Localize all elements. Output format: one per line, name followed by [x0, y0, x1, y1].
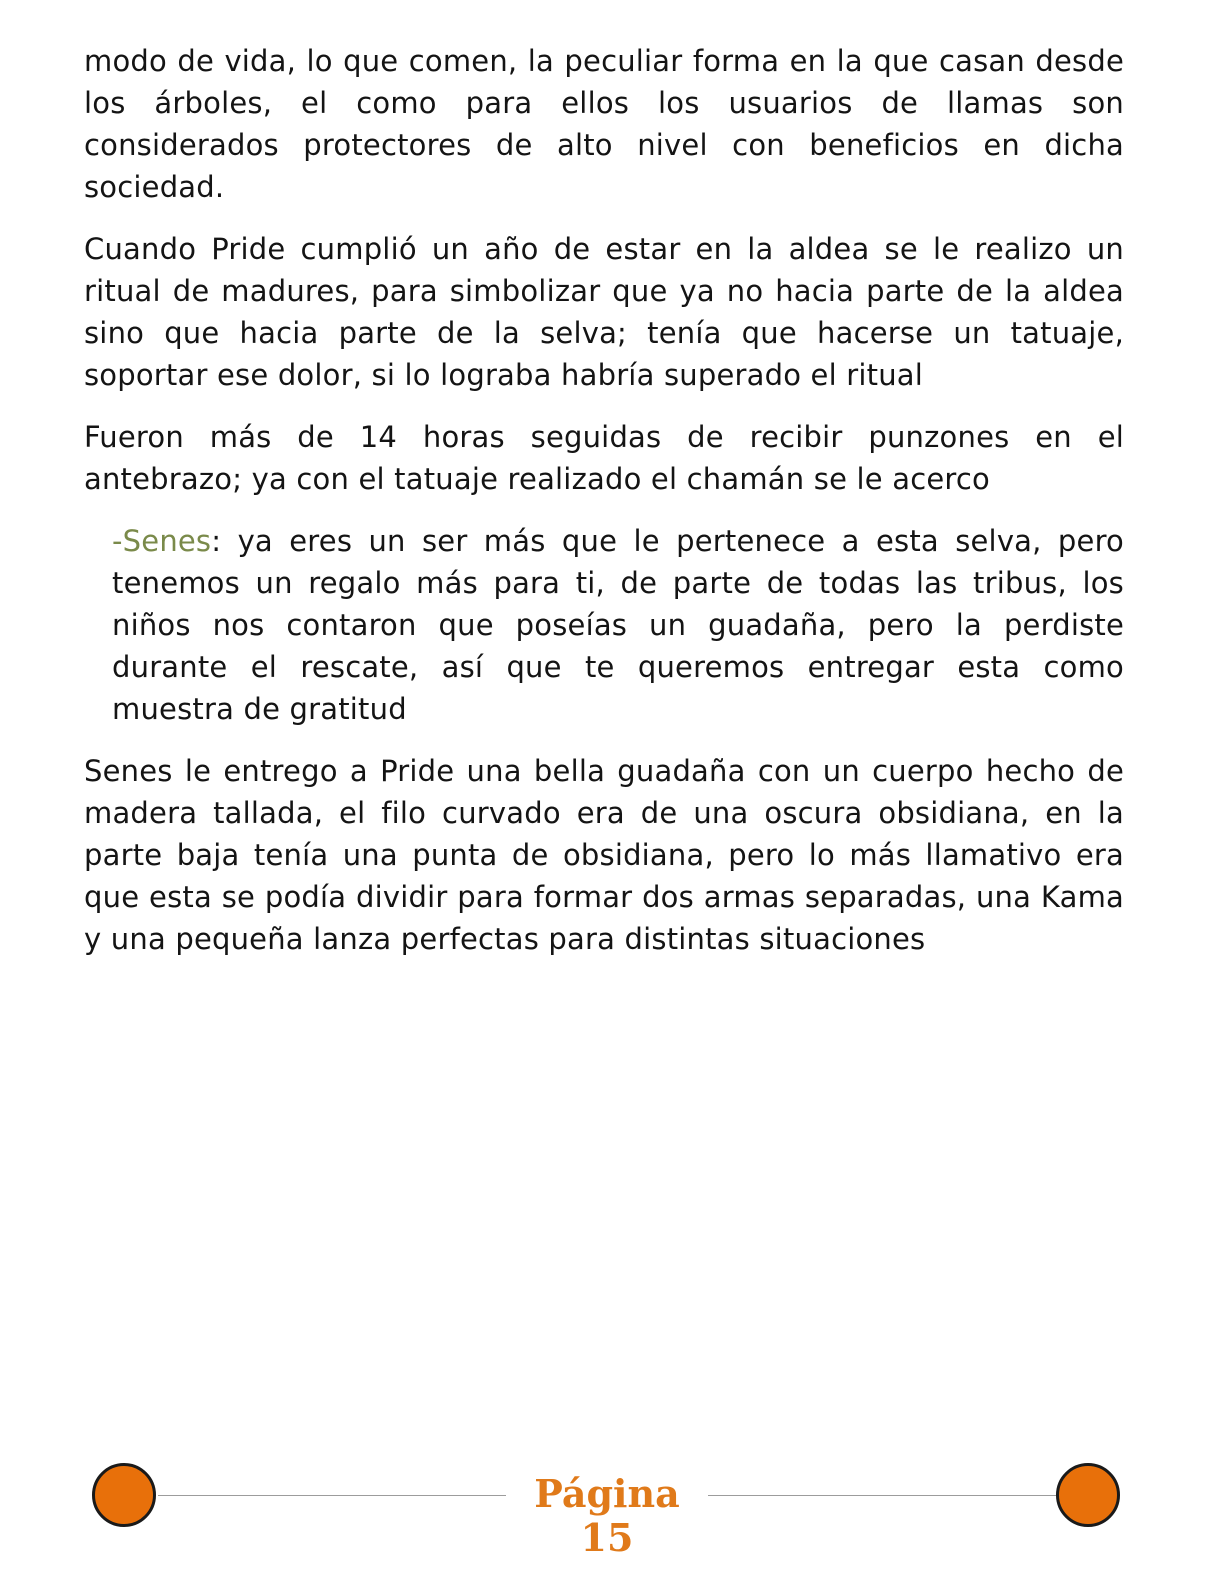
page-footer [0, 1450, 1224, 1570]
speaker-name: -Senes [112, 524, 212, 558]
footer-left-rule [158, 1495, 506, 1496]
paragraph-1: modo de vida, lo que comen, la peculiar forma en la que casan desde los árboles, el como para ellos los usuarios de llamas son considerados protectores de alto nivel con beneficios en dicha sociedad. [84, 44, 1124, 204]
paragraph-4: Senes le entrego a Pride una bella guadaña con un cuerpo hecho de madera tallada, el filo curvado era de una oscura obsidiana, en la parte baja tenía una punta de obsidiana, pero lo más llamativo era que esta se podía dividir para formar dos armas separadas, una Kama y una pequeña lanza perfectas para distintas situaciones [84, 754, 1124, 956]
page-number-label [506, 1472, 708, 1560]
paragraph-3: Fueron más de 14 horas seguidas de recibir punzones en el antebrazo; ya con el tatuaje realizado el chamán se le acerco [84, 420, 1124, 496]
paragraph-2: Cuando Pride cumplió un año de estar en la aldea se le realizo un ritual de madures, para simbolizar que ya no hacia parte de la aldea sino que hacia parte de la selva; tenía que hacerse un tatuaje, soportar ese dolor, si lo lograba habría superado el ritual [84, 232, 1124, 392]
page-word: Página [534, 1471, 680, 1516]
page-number: 15 [580, 1515, 634, 1560]
footer-right-circle-icon [1056, 1463, 1120, 1527]
footer-right-rule [708, 1495, 1056, 1496]
page-content [84, 40, 1124, 980]
dialogue-line [112, 520, 1124, 730]
dialogue-text: : ya eres un ser más que le pertenece a esta selva, pero tenemos un regalo más para ti, de parte de todas las tribus, los niños nos contaron que poseías un guadaña, pero la perdiste durante el rescate, así que te queremos entregar esta como muestra de gratitud [112, 524, 1124, 726]
footer-left-circle-icon [92, 1463, 156, 1527]
